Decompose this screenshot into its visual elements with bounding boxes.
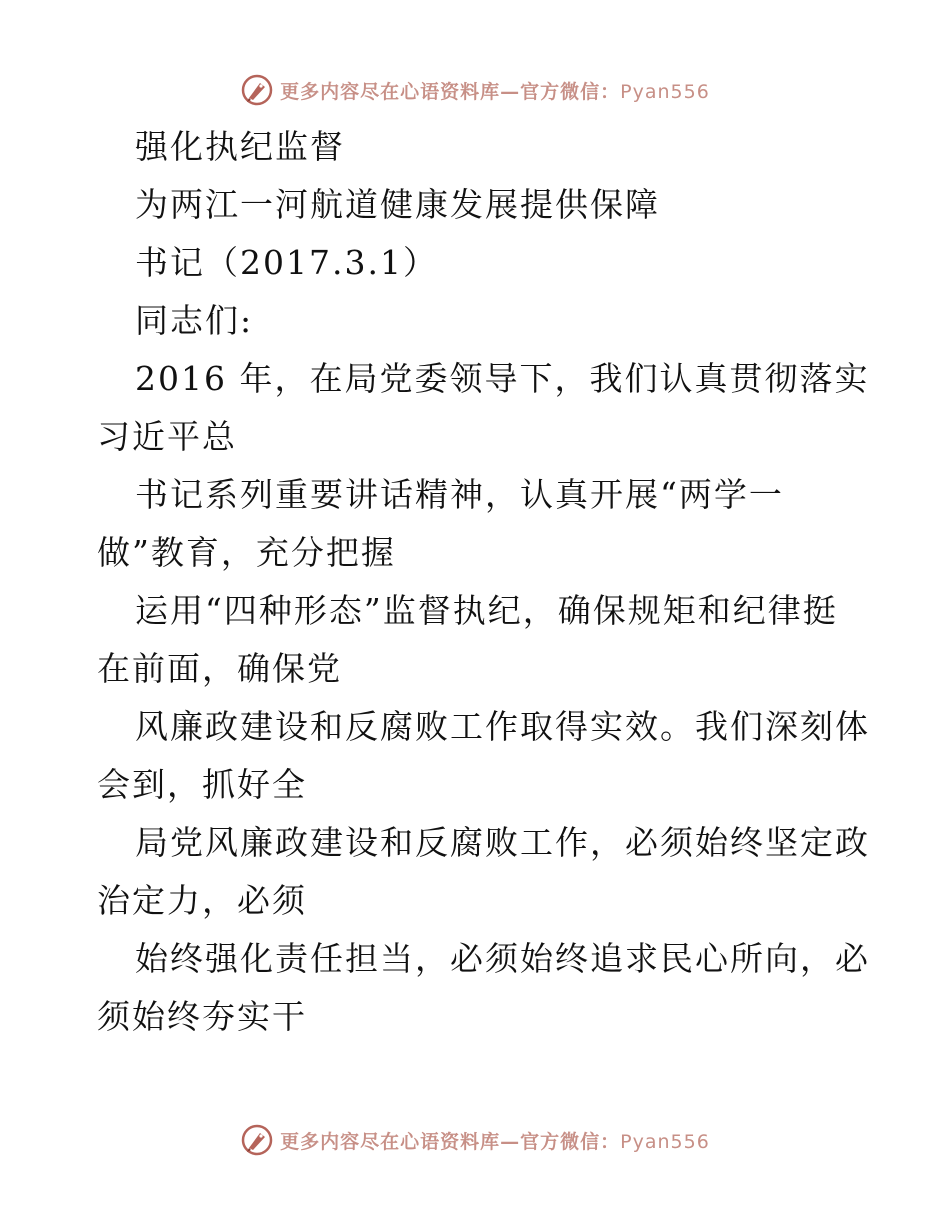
doc-line: 2016 年，在局党委领导下，我们认真贯彻落实 bbox=[135, 359, 870, 398]
doc-salutation: 同志们: bbox=[135, 301, 254, 340]
watermark-text: 更多内容尽在心语资料库—官方微信：Pyan556 bbox=[280, 80, 710, 103]
doc-author-date: 书记（2017.3.1） bbox=[135, 243, 438, 282]
doc-title: 强化执纪监督 bbox=[135, 127, 345, 166]
footer-watermark bbox=[0, 1120, 950, 1160]
doc-line: 书记系列重要讲话精神，认真开展“两学一 bbox=[135, 475, 784, 514]
doc-line: 须始终夯实干 bbox=[97, 997, 307, 1036]
watermark-wechat-id: Pyan556 bbox=[620, 80, 710, 103]
doc-line: 会到，抓好全 bbox=[97, 765, 307, 804]
document-body bbox=[97, 118, 870, 1046]
doc-line: 治定力，必须 bbox=[97, 881, 307, 920]
doc-line: 习近平总 bbox=[97, 417, 237, 456]
doc-line: 局党风廉政建设和反腐败工作，必须始终坚定政 bbox=[135, 823, 870, 862]
doc-line: 运用“四种形态”监督执纪，确保规矩和纪律挺 bbox=[135, 591, 838, 630]
doc-line: 始终强化责任担当，必须始终追求民心所向，必 bbox=[135, 939, 870, 978]
pen-nib-logo-icon bbox=[240, 73, 274, 107]
doc-subtitle: 为两江一河航道健康发展提供保障 bbox=[135, 185, 660, 224]
doc-line: 做”教育，充分把握 bbox=[97, 533, 396, 572]
header-watermark bbox=[0, 70, 950, 110]
pen-nib-logo-icon bbox=[240, 1123, 274, 1157]
doc-line: 在前面，确保党 bbox=[97, 649, 342, 688]
watermark-text: 更多内容尽在心语资料库—官方微信：Pyan556 bbox=[280, 1130, 710, 1153]
doc-line: 风廉政建设和反腐败工作取得实效。我们深刻体 bbox=[135, 707, 870, 746]
watermark-wechat-id: Pyan556 bbox=[620, 1130, 710, 1153]
